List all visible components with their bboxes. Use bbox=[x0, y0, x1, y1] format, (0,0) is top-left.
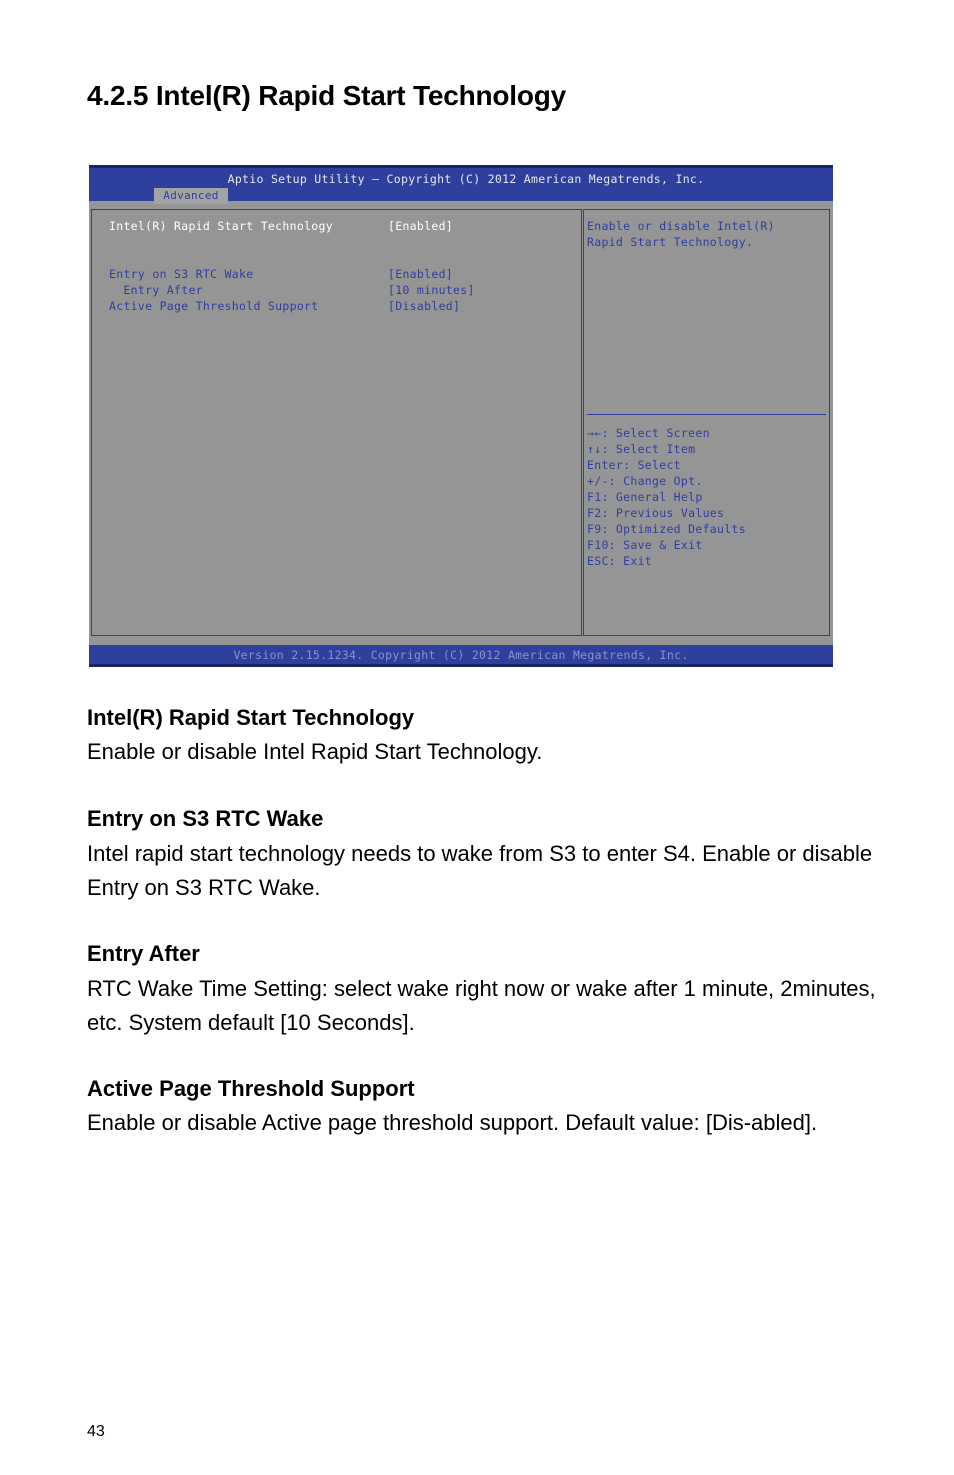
desc-heading-entry-after: Entry After bbox=[87, 941, 200, 966]
desc-text-rapid-start: Enable or disable Intel Rapid Start Technology. bbox=[87, 739, 543, 764]
option-rapid-start-value[interactable]: [Enabled] bbox=[388, 219, 454, 233]
option-entry-after-label[interactable]: Entry After bbox=[109, 283, 203, 297]
bios-header-bar bbox=[89, 165, 833, 201]
key-help-line: →←: Select Screen bbox=[587, 426, 710, 440]
help-text-line: Enable or disable Intel(R) bbox=[587, 219, 775, 233]
tab-advanced[interactable]: Advanced bbox=[154, 188, 228, 204]
desc-text-entry-after: RTC Wake Time Setting: select wake right now or wake after 1 minute, 2minutes, etc. System default [10 Seconds]. bbox=[87, 976, 876, 1035]
key-help-line: Enter: Select bbox=[587, 458, 681, 472]
bios-help-panel bbox=[583, 209, 830, 636]
option-entry-after-value[interactable]: [10 minutes] bbox=[388, 283, 475, 297]
option-entry-s3-value[interactable]: [Enabled] bbox=[388, 267, 454, 281]
key-help-line: +/-: Change Opt. bbox=[587, 474, 703, 488]
bios-title: Aptio Setup Utility – Copyright (C) 2012 American Megatrends, Inc. bbox=[227, 172, 705, 186]
option-rapid-start-label[interactable]: Intel(R) Rapid Start Technology bbox=[109, 219, 333, 233]
desc-heading-entry-s3: Entry on S3 RTC Wake bbox=[87, 806, 324, 831]
bios-footer: Version 2.15.1234. Copyright (C) 2012 American Megatrends, Inc. bbox=[89, 645, 833, 667]
desc-text-active-page: Enable or disable Active page threshold support. Default value: [Dis-abled]. bbox=[87, 1110, 818, 1135]
desc-text-entry-s3: Intel rapid start technology needs to wake from S3 to enter S4. Enable or disable Entry on S3 RTC Wake. bbox=[87, 841, 873, 900]
desc-heading-active-page: Active Page Threshold Support bbox=[87, 1076, 415, 1101]
help-divider bbox=[587, 414, 826, 415]
key-help-line: ESC: Exit bbox=[587, 554, 653, 568]
option-active-page-value[interactable]: [Disabled] bbox=[388, 299, 461, 313]
key-help-line: F10: Save & Exit bbox=[587, 538, 703, 552]
bios-screenshot bbox=[89, 165, 833, 667]
help-text-line: Rapid Start Technology. bbox=[587, 235, 754, 249]
desc-heading-rapid-start: Intel(R) Rapid Start Technology bbox=[87, 705, 415, 730]
page-number: 43 bbox=[87, 1423, 105, 1440]
key-help-line: F9: Optimized Defaults bbox=[587, 522, 746, 536]
key-help-line: F2: Previous Values bbox=[587, 506, 725, 520]
option-entry-s3-label[interactable]: Entry on S3 RTC Wake bbox=[109, 267, 254, 281]
bios-options-panel bbox=[91, 209, 582, 636]
option-active-page-label[interactable]: Active Page Threshold Support bbox=[109, 299, 319, 313]
key-help-line: F1: General Help bbox=[587, 490, 703, 504]
key-help-line: ↑↓: Select Item bbox=[587, 442, 696, 456]
section-title: 4.2.5 Intel(R) Rapid Start Technology bbox=[87, 80, 567, 111]
